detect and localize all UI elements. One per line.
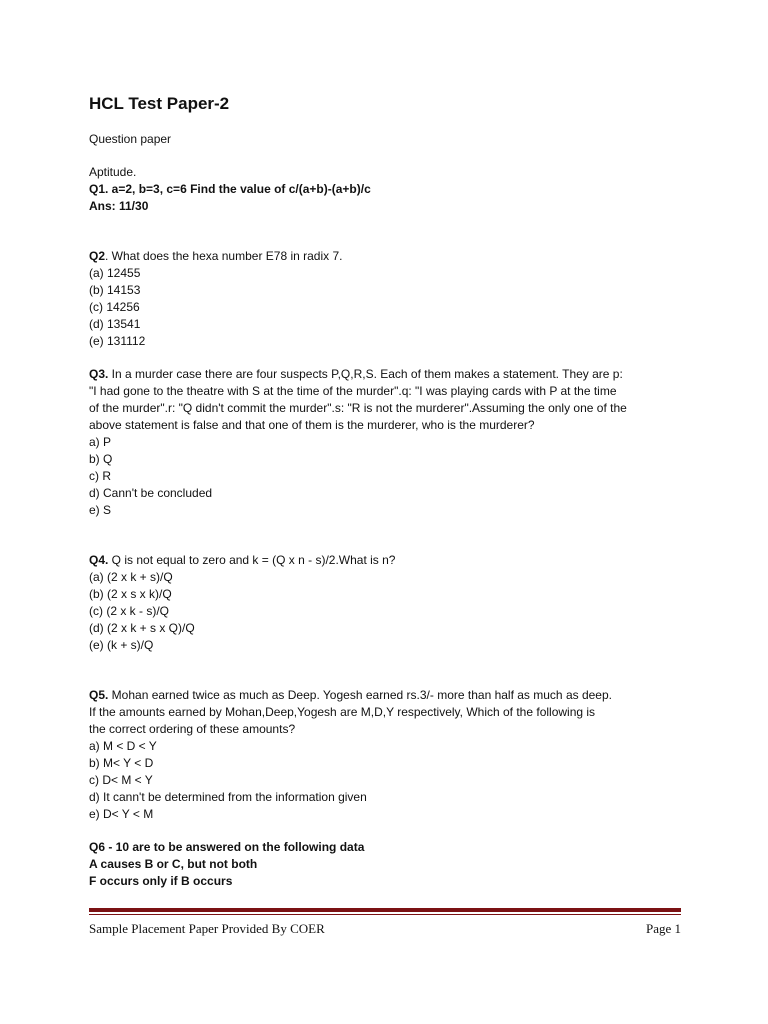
question-text: Q is not equal to zero and k = (Q x n - s)/2.What is n?	[108, 553, 396, 567]
option: (e) (k + s)/Q	[89, 638, 154, 652]
document-content	[89, 94, 689, 890]
question-label: Q1.	[89, 182, 109, 196]
option: c) R	[89, 469, 111, 483]
option: (a) (2 x k + s)/Q	[89, 570, 173, 584]
option: (b) (2 x s x k)/Q	[89, 587, 172, 601]
question-text-line: If the amounts earned by Mohan,Deep,Yogesh are M,D,Y respectively, Which of the following is	[89, 705, 596, 719]
option: (b) 14153	[89, 283, 141, 297]
option: e) D< Y < M	[89, 807, 154, 821]
option: c) D< M < Y	[89, 773, 153, 787]
option: a) M < D < Y	[89, 739, 157, 753]
option: b) M< Y < D	[89, 756, 154, 770]
subtitle: Question paper	[89, 132, 172, 146]
question-2	[89, 248, 689, 265]
question-label: Q5.	[89, 688, 109, 702]
question-6-heading: Q6 - 10 are to be answered on the following data	[89, 840, 365, 854]
answer-1: Ans: 11/30	[89, 199, 149, 213]
data-line: A causes B or C, but not both	[89, 857, 258, 871]
page-footer	[89, 908, 681, 937]
option: d) It cann't be determined from the information given	[89, 790, 367, 804]
question-4	[89, 552, 689, 569]
question-label: Q3.	[89, 367, 109, 381]
data-line: F occurs only if B occurs	[89, 874, 233, 888]
question-1	[89, 181, 689, 198]
page-title: HCL Test Paper-2	[89, 94, 230, 113]
question-label: Q4.	[89, 553, 109, 567]
option: (c) 14256	[89, 300, 140, 314]
option: (e) 131112	[89, 334, 146, 348]
option: (d) 13541	[89, 317, 141, 331]
question-5	[89, 687, 689, 704]
option: e) S	[89, 503, 112, 517]
footer-divider	[89, 908, 681, 912]
question-text-line: above statement is false and that one of them is the murderer, who is the murderer?	[89, 418, 535, 432]
question-text-line: "I had gone to the theatre with S at the time of the murder".q: "I was playing cards with P at the time	[89, 384, 617, 398]
question-text: a=2, b=3, c=6 Find the value of c/(a+b)-(a+b)/c	[108, 182, 371, 196]
option: (a) 12455	[89, 266, 141, 280]
option: (d) (2 x k + s x Q)/Q	[89, 621, 195, 635]
option: d) Cann't be concluded	[89, 486, 213, 500]
question-text: . What does the hexa number E78 in radix 7.	[105, 249, 343, 263]
question-text-line: of the murder".r: "Q didn't commit the murder".s: "R is not the murderer".Assuming the only one of the	[89, 401, 627, 415]
page-number: Page 1	[645, 921, 681, 936]
section-heading: Aptitude.	[89, 165, 137, 179]
question-text: In a murder case there are four suspects P,Q,R,S. Each of them makes a statement. They are p:	[108, 367, 623, 381]
footer-source: Sample Placement Paper Provided By COER	[89, 921, 325, 936]
question-3	[89, 366, 689, 383]
question-text-line: the correct ordering of these amounts?	[89, 722, 296, 736]
question-label: Q2	[89, 249, 106, 263]
option: b) Q	[89, 452, 113, 466]
question-text: Mohan earned twice as much as Deep. Yogesh earned rs.3/- more than half as much as deep.	[108, 688, 612, 702]
footer-divider-thin	[89, 914, 681, 915]
option: (c) (2 x k - s)/Q	[89, 604, 169, 618]
option: a) P	[89, 435, 112, 449]
